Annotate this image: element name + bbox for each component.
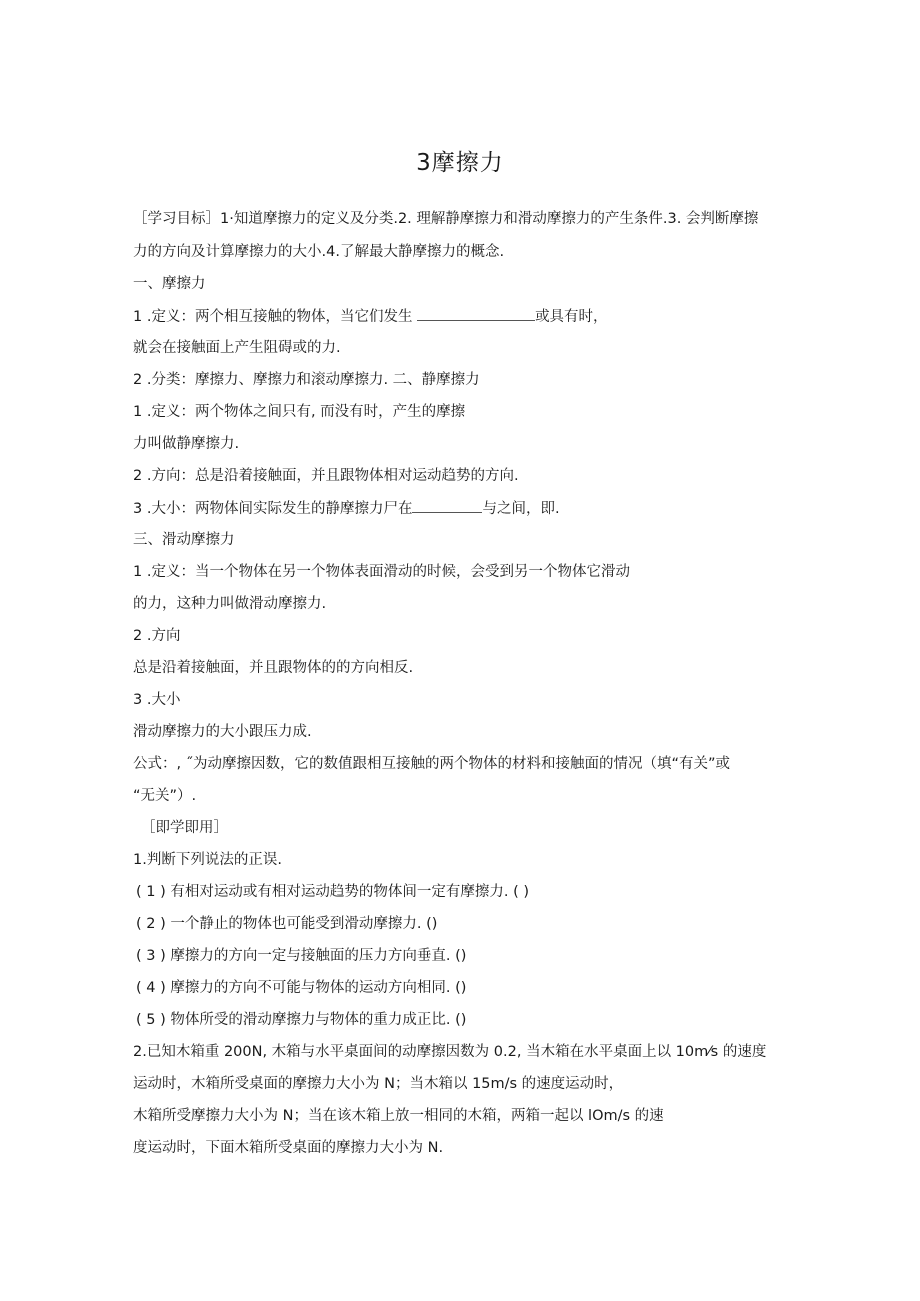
- static-friction-definition-continued: 力叫做静摩擦力.: [133, 436, 240, 452]
- fill-blank: [417, 306, 535, 321]
- sliding-friction-direction: 2 .方向: [133, 628, 181, 644]
- friction-definition-text-after: 或具有时，: [535, 309, 608, 325]
- static-friction-definition: 1 .定义：两个物体之间只有, 而没有时，产生的摩擦: [133, 404, 466, 420]
- friction-classification: 2 .分类：摩擦力、摩擦力和滚动摩擦力. 二、静摩擦力: [133, 372, 480, 388]
- question-1-item: ( 2 ) 一个静止的物体也可能受到滑动摩擦力. (): [136, 916, 438, 932]
- static-friction-magnitude-text: 3 .大小：两物体间实际发生的静摩擦力尸在: [133, 501, 413, 517]
- friction-definition-continued: 就会在接触面上产生阻碍或的力.: [133, 340, 341, 356]
- question-1-item: ( 4 ) 摩擦力的方向不可能与物体的运动方向相同. (): [136, 980, 467, 996]
- question-1-item: ( 5 ) 物体所受的滑动摩擦力与物体的重力成正比. (): [136, 1012, 467, 1028]
- question-1: 1.判断下列说法的正误.: [133, 852, 282, 868]
- page-title: 3摩擦力: [416, 150, 504, 176]
- objectives-line-2: 力的方向及计算摩擦力的大小.4.了解最大静摩擦力的概念.: [133, 244, 505, 260]
- question-2-line-1: 2.已知木箱重 200N, 木箱与水平桌面间的动摩擦因数为 0.2, 当木箱在水平桌面上以 10m⁄s 的速度: [133, 1044, 767, 1060]
- static-friction-magnitude: [133, 498, 560, 519]
- section-heading-sliding-friction: 三、滑动摩擦力: [133, 532, 235, 548]
- static-friction-direction: 2 .方向：总是沿着接触面，并且跟物体相对运动趋势的方向.: [133, 468, 519, 484]
- sliding-friction-formula: 公式：, ˝为动摩擦因数，它的数值跟相互接触的两个物体的材料和接触面的情况（填“有关”或: [133, 756, 730, 772]
- friction-definition: [133, 306, 608, 327]
- question-2-line-3: 木箱所受摩擦力大小为 N；当在该木箱上放一相同的木箱，两箱一起以 lOm/s 的速: [133, 1108, 664, 1124]
- sliding-friction-definition-continued: 的力，这种力叫做滑动摩擦力.: [133, 596, 327, 612]
- static-friction-magnitude-text-after: 与之间，即.: [482, 501, 560, 517]
- objectives-line-1: ［学习目标］1·知道摩擦力的定义及分类.2. 理解静摩擦力和滑动摩擦力的产生条件.3. 会判断摩擦: [133, 211, 759, 227]
- sliding-friction-direction-continued: 总是沿着接触面，并且跟物体的的方向相反.: [133, 660, 414, 676]
- section-heading-friction: 一、摩擦力: [133, 276, 206, 292]
- practice-heading: ［即学即用］: [141, 820, 228, 836]
- question-1-item: ( 3 ) 摩擦力的方向一定与接触面的压力方向垂直. (): [136, 948, 467, 964]
- question-2-line-4: 度运动时，下面木箱所受桌面的摩擦力大小为 N.: [133, 1140, 444, 1156]
- sliding-friction-magnitude: 3 .大小: [133, 692, 181, 708]
- sliding-friction-definition: 1 .定义：当一个物体在另一个物体表面滑动的时候，会受到另一个物体它滑动: [133, 564, 630, 580]
- question-2-line-2: 运动时，木箱所受桌面的摩擦力大小为 N；当木箱以 15m/s 的速度运动时，: [133, 1076, 624, 1092]
- sliding-friction-formula-continued: “无关”）.: [133, 788, 197, 804]
- friction-definition-text: 1 .定义：两个相互接触的物体，当它们发生: [133, 309, 418, 325]
- question-1-item: ( 1 ) 有相对运动或有相对运动趋势的物体间一定有摩擦力. ( ): [136, 884, 530, 900]
- fill-blank: [412, 498, 482, 513]
- sliding-friction-magnitude-continued: 滑动摩擦力的大小跟压力成.: [133, 724, 312, 740]
